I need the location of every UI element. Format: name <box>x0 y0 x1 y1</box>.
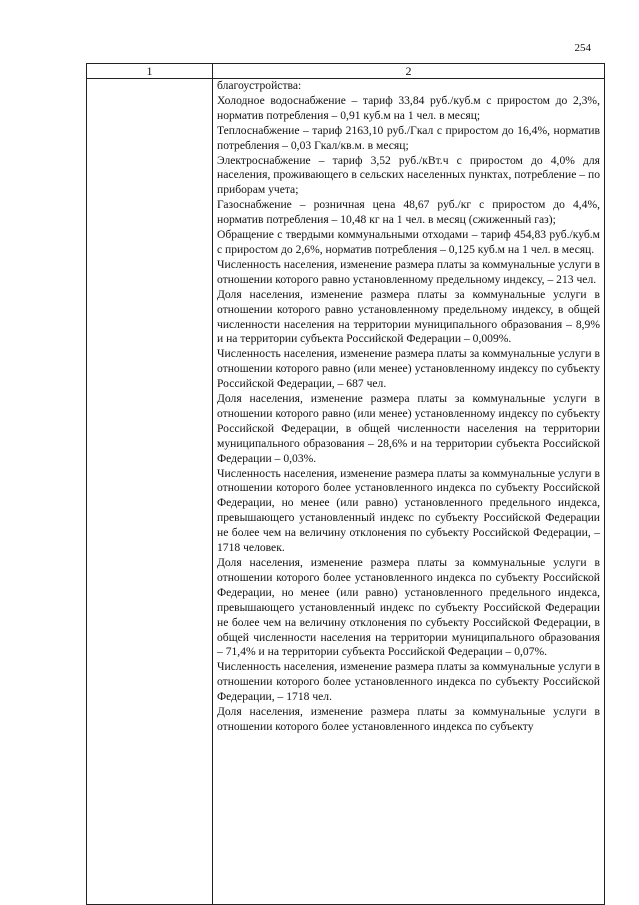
paragraph-waste: Обращение с твердыми коммунальными отходами – тариф 454,83 руб./куб.м с приростом до 2,6%, норматив потребления – 0,125 куб.м на 1 чел. в месяц. <box>217 228 600 256</box>
empty-first-column-cell <box>87 79 213 905</box>
column-header-1: 1 <box>87 64 213 79</box>
paragraph-electricity: Электроснабжение – тариф 3,52 руб./кВт.ч с приростом до 4,0% для населения, проживающего в сельских населенных пунктах, потребление – по приборам учета; <box>217 153 600 197</box>
column-header-2: 2 <box>213 64 605 79</box>
paragraph-continuation: благоустройства: <box>217 79 302 92</box>
paragraph-cold-water: Холодное водоснабжение – тариф 33,84 руб./куб.м с приростом до 2,3%, норматив потребления – 0,91 куб.м на 1 чел. в месяц; <box>217 93 600 122</box>
document-table <box>86 63 605 905</box>
paragraph-share-above-index-within-deviation: Доля населения, изменение размера платы за коммунальные услуги в отношении которого более установленного индекса по субъекту Российской Федерации, но менее (или равно) установленного предельного индекса, превышающего установленный индекс по субъекту Российской Федерации не более чем на величину отклонения по субъекту Российской Федерации, в общей численности населения на территории муниципального образования – 71,4% и на территории субъекта Российской Федерации – 0,07%. <box>217 556 600 659</box>
paragraph-share-above-index: Доля населения, изменение размера платы за коммунальные услуги в отношении которого более установленного индекса по субъекту <box>217 705 600 733</box>
paragraph-population-equal-or-less-index: Численность населения, изменение размера платы за коммунальные услуги в отношении которого равно (или менее) установленному индексу по субъекту Российской Федерации, – 687 чел. <box>217 347 600 391</box>
page-number: 254 <box>574 42 591 54</box>
content-cell <box>213 79 605 905</box>
paragraph-gas: Газоснабжение – розничная цена 48,67 руб./кг с приростом до 4,4%, норматив потребления – 10,48 кг на 1 чел. в месяц (сжиженный газ); <box>217 198 600 227</box>
paragraph-heating: Теплоснабжение – тариф 2163,10 руб./Гкал с приростом до 16,4%, норматив потребления – 0,03 Гкал/кв.м. в месяц; <box>217 123 600 152</box>
paragraph-population-above-index-within-deviation: Численность населения, изменение размера платы за коммунальные услуги в отношении которого более установленного индекса по субъекту Российской Федерации, но менее (или равно) установленного предельного индекса, превышающего установленный индекс по субъекту Российской Федерации не более чем на величину отклонения по субъекту Российской Федерации, – 1718 человек. <box>217 466 600 555</box>
table-row <box>87 79 605 905</box>
paragraph-population-above-index: Численность населения, изменение размера платы за коммунальные услуги в отношении которого более установленного индекса по субъекту Российской Федерации, – 1718 чел. <box>217 660 600 704</box>
paragraph-population-equal-limit: Численность населения, изменение размера платы за коммунальные услуги в отношении которого равно установленному предельному индексу, – 213 чел. <box>217 257 600 286</box>
table-header-row <box>87 64 605 79</box>
paragraph-share-equal-or-less-index: Доля населения, изменение размера платы за коммунальные услуги в отношении которого равно (или менее) установленному индексу по субъекту Российской Федерации, в общей численности населения на территории муниципального образования – 28,6% и на территории субъекта Российской Федерации – 0,03%. <box>217 392 600 465</box>
paragraph-share-equal-limit: Доля населения, изменение размера платы за коммунальные услуги в отношении которого равно установленному предельному индексу, в общей численности населения на территории муниципального образования – 8,9% и на территории субъекта Российской Федерации – 0,009%. <box>217 287 600 346</box>
